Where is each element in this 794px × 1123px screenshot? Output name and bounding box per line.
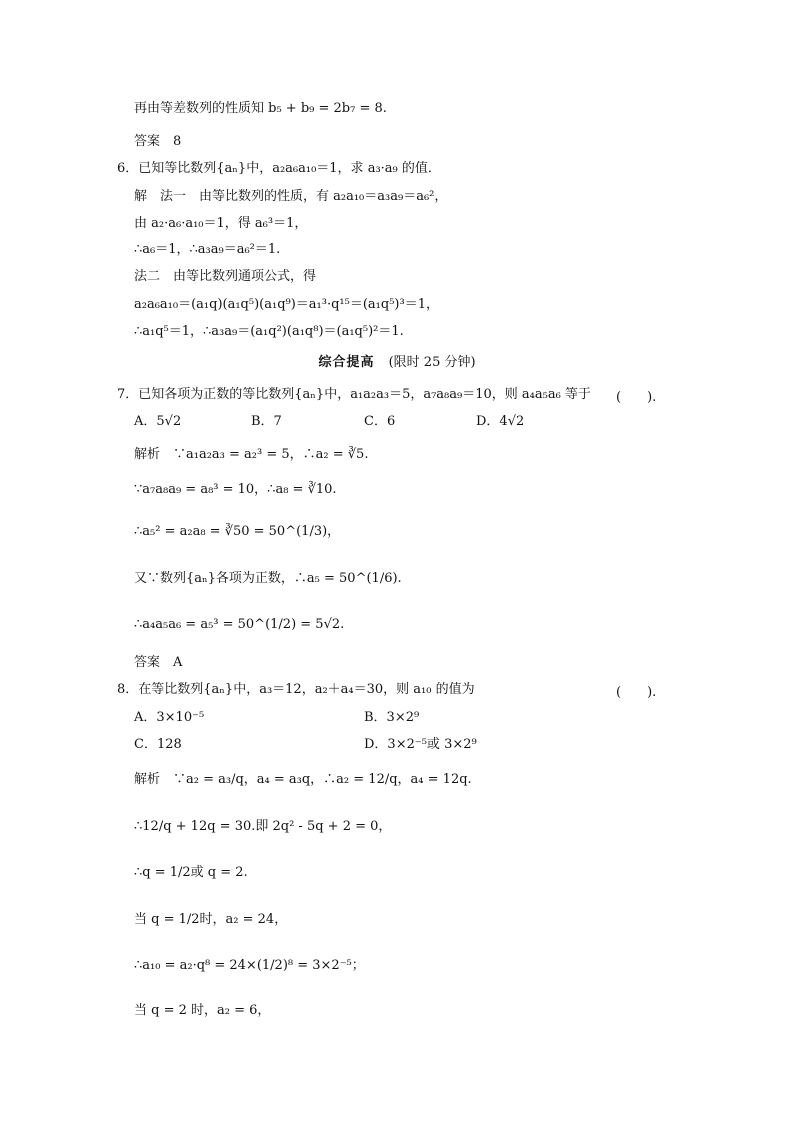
problem-8-statement: 8．在等比数列{aₙ}中，a₃＝12，a₂＋a₄＝30，则 a₁₀ 的值为 (117, 682, 475, 697)
text-line: 再由等差数列的性质知 b₅ + b₉ = 2b₇ = 8. (134, 101, 387, 116)
option-c: C．128 (134, 737, 182, 752)
text-line: a₂a₆a₁₀＝(a₁q)(a₁q⁵)(a₁q⁹)＝a₁³·q¹⁵＝(a₁q⁵)³＝1， (134, 297, 439, 312)
text-line: 当 q = 2 时，a₂ = 6， (134, 1003, 271, 1018)
answer-line: 答案 8 (134, 134, 182, 149)
problem-7-answer-blank: ( ). (616, 390, 657, 405)
problem-6-statement: 6．已知等比数列{aₙ}中，a₂a₆a₁₀＝1，求 a₃·a₉ 的值． (117, 161, 441, 176)
option-d: D．4√2 (476, 414, 525, 429)
option-d: D．3×2⁻⁵或 3×2⁹ (364, 737, 477, 752)
option-b: B．7 (251, 414, 282, 429)
text-line: ∵a₇a₈a₉ = a₈³ = 10，∴a₈ = ∛10. (134, 482, 337, 497)
answer-line: 答案 A (134, 655, 183, 670)
text-line: 解 法一 由等比数列的性质，有 a₂a₁₀＝a₃a₉＝a₆²， (134, 189, 448, 204)
text-line: 解析 ∵a₁a₂a₃ = a₂³ = 5，∴a₂ = ∛5. (134, 447, 369, 462)
text-line: ∴a₁q⁵＝1，∴a₃a₉＝(a₁q²)(a₁q⁸)＝(a₁q⁵)²＝1. (134, 324, 404, 339)
text-line: 当 q = 1/2时，a₂ = 24， (134, 912, 288, 927)
text-line: 由 a₂·a₆·a₁₀＝1，得 a₆³＝1， (134, 216, 308, 231)
text-line: ∴a₁₀ = a₂·q⁸ = 24×(1/2)⁸ = 3×2⁻⁵； (134, 958, 365, 973)
text-line: ∴a₅² = a₂a₈ = ∛50 = 50^(1/3)， (134, 524, 341, 539)
text-line: 又∵数列{aₙ}各项为正数，∴a₅ = 50^(1/6). (134, 571, 402, 586)
text-line: 解析 ∵a₂ = a₃/q，a₄ = a₃q，∴a₂ = 12/q，a₄ = 12q. (134, 772, 472, 787)
section-title: 综合提高 (318, 355, 375, 370)
section-note: (限时 25 分钟) (388, 355, 476, 370)
text-line: 法二 由等比数列通项公式，得 (134, 269, 317, 284)
section-heading (0, 354, 794, 372)
problem-7-statement: 7．已知各项为正数的等比数列{aₙ}中，a₁a₂a₃＝5，a₇a₈a₉＝10，则 a₄a₅a₆ 等于 (117, 387, 591, 402)
option-c: C．6 (364, 414, 396, 429)
text-line: ∴q = 1/2或 q = 2. (134, 865, 248, 880)
option-a: A．3×10⁻⁵ (134, 710, 205, 725)
text-line: ∴a₄a₅a₆ = a₅³ = 50^(1/2) = 5√2. (134, 617, 345, 632)
text-line: ∴a₆＝1，∴a₃a₉＝a₆²＝1. (134, 242, 281, 257)
option-b: B．3×2⁹ (364, 710, 420, 725)
problem-8-answer-blank: ( ). (616, 685, 657, 700)
option-a: A．5√2 (134, 414, 182, 429)
text-line: ∴12/q + 12q = 30.即 2q² - 5q + 2 = 0， (134, 819, 392, 834)
